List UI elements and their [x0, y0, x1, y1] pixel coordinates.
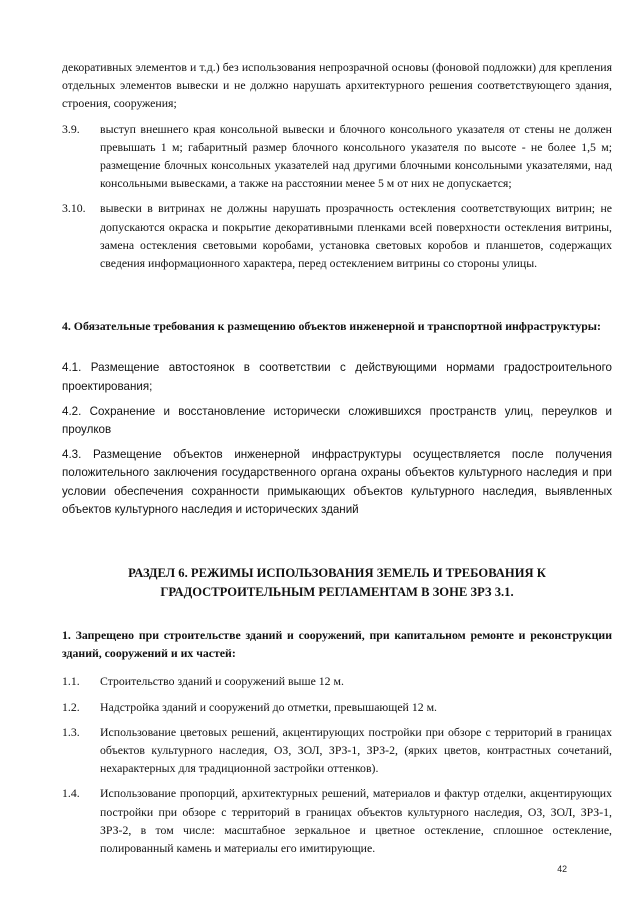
item-text: выступ внешнего края консольной вывески и блочного консольного указателя от стены не должен превышать 1 м; габаритный размер блочного консольного указателя по высоте - не более 1,5 м; размещение блочных консольных указателей над другими блочными консольными указателями, над консольными вывесками, а также на расстоянии менее 5 м от них не допускается; [100, 121, 612, 191]
item-number: 3.9. [62, 121, 80, 136]
paragraph-4-2: 4.2. Сохранение и восстановление исторически сложившихся пространств улиц, переулков и проулков [62, 404, 612, 437]
continuation-paragraph: декоративных элементов и т.д.) без использования непрозрачной основы (фоновой подложки) для крепления отдельных элементов вывески и не должно нарушать архитектурного решения соответствующего здания, строения, сооружения; [62, 60, 612, 111]
spacer [62, 662, 612, 672]
heading-section-4: 4. Обязательные требования к размещению объектов инженерной и транспортной инфраструктуры: [62, 319, 601, 334]
heading-prohibitions: 1. Запрещено при строительстве зданий и сооружений, при капитальном ремонте и реконструкции зданий, сооружений и их частей: [62, 628, 612, 661]
spacer [62, 279, 612, 317]
paragraph-4-1: 4.1. Размещение автостоянок в соответствии с действующими нормами градостроительного проектирования; [62, 361, 612, 393]
item-number: 3.10. [62, 201, 86, 216]
item-text: Использование пропорций, архитектурных решений, материалов и фактур отделки, акцентирующих постройки при обзоре с территорий в границах объектов культурного наследия, ОЗ, ЗОЛ, ЗРЗ-1, ЗРЗ-2, в том числе: масштабное зеркальное и цветное остекление, сплошное остекление, полированный камень и материалы его имитирующие. [100, 786, 612, 856]
spacer [62, 602, 612, 626]
item-text: Использование цветовых решений, акцентирующих постройки при обзоре с территорий в границах объектов культурного наследия, ОЗ, ЗОЛ, ЗРЗ-1, ЗРЗ-2, (ярких цветов, контрастных сочетаний, нехарактерных для традиционной застройки оттенков). [100, 724, 612, 776]
list-item-1-1 [62, 672, 612, 690]
list-item-3-9 [62, 120, 612, 193]
list-item-1-2 [62, 698, 612, 716]
spacer [62, 526, 612, 564]
item-number: 1.3. [62, 724, 80, 739]
item-number: 1.2. [62, 699, 80, 714]
page-number: 42 [557, 864, 567, 874]
item-number: 1.4. [62, 786, 80, 801]
paragraph-4-3: 4.3. Размещение объектов инженерной инфраструктуры осуществляется после получения положительного заключения государственного органа охраны объектов культурного наследия и при условии обеспечения сохранности примыкающих объектов культурного наследия, выявленных объектов культурного наследия и исторических зданий [62, 448, 612, 516]
item-text: Надстройка зданий и сооружений до отметки, превышающей 12 м. [100, 699, 437, 714]
spacer [62, 335, 612, 359]
item-text: Строительство зданий и сооружений выше 12 м. [100, 674, 344, 689]
item-number: 1.1. [62, 674, 80, 689]
item-text: вывески в витринах не должны нарушать прозрачность остекления соответствующих витрин; не допускаются окраска и покрытие декоративными пленками всей поверхности остекления витрины, замена остекления световыми коробами, установка световых коробов и планшетов, содержащих сведения информационного характера, перед остеклением витрины со стороны улицы. [100, 201, 612, 271]
list-item-3-10 [62, 199, 612, 272]
list-item-1-4 [62, 784, 612, 857]
list-item-1-3 [62, 723, 612, 778]
section-title: РАЗДЕЛ 6. РЕЖИМЫ ИСПОЛЬЗОВАНИЯ ЗЕМЕЛЬ И ТРЕБОВАНИЯ К ГРАДОСТРОИТЕЛЬНЫМ РЕГЛАМЕНТАМ В ЗОНЕ ЗРЗ 3.1. [128, 566, 546, 600]
